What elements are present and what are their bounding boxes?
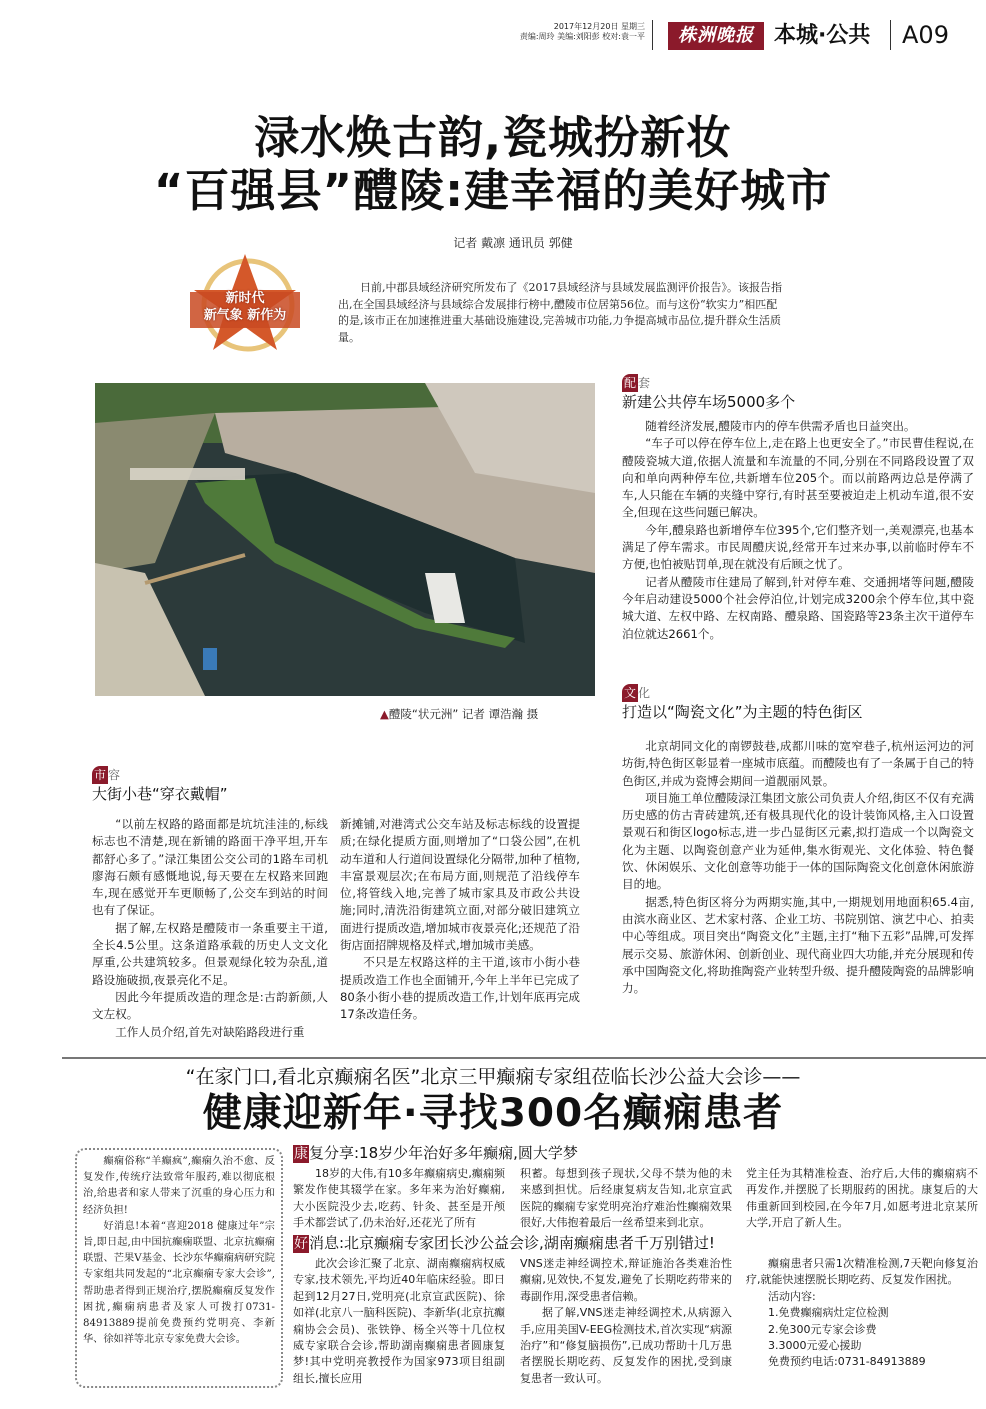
paragraph: 北京胡同文化的南锣鼓巷,成都川味的宽窄巷子,杭州运河边的河坊街,特色街区彰显着一座城市底蕴。而醴陵也有了一条属于自己的特色街区,并成为瓷博会期间一道靓丽风景。	[622, 739, 974, 788]
paragraph: 不只是左权路这样的主干道,该市小街小巷提质改造工作也全面铺开,今年上半年已完成了80条小街小巷的提质改造工作,计划年底再完成17条改造任务。	[340, 955, 580, 1022]
ad-story1-col1	[293, 1166, 505, 1232]
paragraph: 项目施工单位醴陵渌江集团文旅公司负责人介绍,街区不仅有充满历史感的仿古青砖建筑,还有极具现代化的设计装饰风格,主入口设置景观石和街区logo标志,进一步凸显街区元素,拟打造成一个以陶瓷文化为主题、以陶瓷创意产业为延伸,集水街观光、文化体验、特色餐饮、休闲娱乐、文化创意等功能于一体的国际陶瓷文化创意休闲旅游目的地。	[622, 790, 974, 892]
headline-line-2: “百强县”醴陵:建幸福的美好城市	[153, 164, 833, 217]
paragraph: 好消息!本着“喜迎2018 健康过年”宗旨,即日起,由中国抗癫痫联盟、北京抗癫痫联盟、芒果V基金、长沙东华癫痫病研究院专家组共同发起的“北京癫痫专家大会诊”,帮助患者得到正规治疗,摆脱癫痫反复发作困扰,癫痫病患者及家人可拨打0731-84913889提前免费预约党明亮、李新华、徐如祥等北京专家免费大会诊。	[83, 1220, 275, 1346]
phone-line: 免费预约电话:0731-84913889	[768, 1355, 926, 1369]
section-tag: 配	[624, 376, 637, 390]
paragraph: VNS迷走神经调控术,辩证施治各类难治性癫痫,见效快,不复发,避免了长期吃药带来的毒副作用,深受患者信赖。	[520, 1257, 732, 1303]
ad-story-title: 消息:北京癫痫专家团长沙公益会诊,湖南癫痫患者千万别错过!	[309, 1234, 715, 1252]
paragraph: “车子可以停在停车位上,走在路上也更安全了。”市民曹佳程说,在醴陵瓷城大道,依据人流量和车流量的不同,分别在不同路段设置了双向和单向两种停车位,共新增车位205个。而以前路两边总是停满了车,人只能在车辆的夹缝中穿行,有时甚至要被迫走上机动车道,很不安全,但现在这些问题已解决。	[622, 436, 974, 520]
ad-story-title: 复分享:18岁少年治好多年癫痫,圆大学梦	[309, 1144, 578, 1162]
paragraph: 工作人员介绍,首先对缺陷路段进行重	[115, 1024, 305, 1039]
ad-story2-header	[293, 1233, 983, 1253]
issue-date: 2017年12月20日 星期三	[553, 22, 645, 31]
ad-story2-col2	[520, 1256, 732, 1387]
headline-line-1: 渌水焕古韵,瓷城扮新妆	[253, 111, 733, 164]
newspaper-logo: 株洲晚报	[668, 22, 764, 50]
byline: 记者 戴凛 通讯员 郭健	[453, 236, 573, 250]
ad-tag: 康	[294, 1146, 308, 1162]
section-divider	[62, 1057, 986, 1059]
paragraph: 据了解,左权路是醴陵市一条重要主干道,全长4.5公里。这条道路承载的历史人文文化厚重,公共建筑较多。但景观绿化较为杂乱,道路设施破损,夜景亮化不足。	[92, 920, 328, 987]
section-parking-header	[622, 372, 972, 412]
ad-story2-col3	[746, 1256, 978, 1371]
section-tag-rest: 化	[638, 686, 651, 700]
paragraph: 此次会诊汇聚了北京、湖南癫痫病权威专家,技术领先,平均近40年临床经验。即日起到12月27日,党明亮(北京宣武医院)、徐如祥(北京八一脑科医院)、李新华(北京抗癫痫协会会员)、张铁铮、杨全兴等十几位权威专家联合会诊,帮助湖南癫痫患者圆康复梦!其中党明亮教授作为国家973项目组副组长,擅长应用	[293, 1257, 505, 1385]
badge-line-1: 新时代	[225, 291, 265, 306]
paragraph: 癫痫患者只需1次精准检测,7天靶向修复治疗,就能快速摆脱长期吃药、反复发作困扰。	[746, 1257, 978, 1287]
section-culture-body	[622, 738, 974, 997]
activity-item: 2.免300元专家会诊费	[768, 1322, 877, 1336]
ad-story1-header	[293, 1143, 983, 1163]
section-tag: 文	[624, 686, 637, 700]
section-tag-rest: 套	[638, 376, 651, 390]
section-city-col1	[92, 816, 328, 1041]
section-tag-rest: 容	[108, 768, 121, 782]
paragraph: “以前左权路的路面都是坑坑洼洼的,标线标志也不清楚,现在新铺的路面干净平坦,开车都舒心多了。”渌江集团公交公司的1路车司机廖海石颇有感慨地说,每天要在左权路来回跑车,现在感觉开车更顺畅了,公交车到站的时间也有了保证。	[92, 817, 328, 918]
caption-triangle-icon: ▲	[380, 707, 389, 721]
aerial-photo	[95, 383, 595, 696]
ad-tag: 好	[294, 1236, 308, 1252]
photo-caption	[380, 706, 538, 722]
section-tag: 市	[94, 768, 107, 782]
caption-text: 醴陵“状元洲” 记者 谭浩瀚 摄	[388, 707, 539, 721]
paragraph-continued: 新摊铺,对港湾式公交车站及标志标线的设置提质;在绿化提质方面,则增加了“口袋公园”,在机动车道和人行道间设置绿化分隔带,加种了植物,丰富景观层次;在布局方面,则规范了沿线停车位,将管线入地,完善了城市家具及市政公共设施;同时,清洗沿街建筑立面,对部分破旧建筑立面进行提质改造,增加城市夜景亮化;还规范了沿街店面招牌规格及样式,增加城市美感。	[340, 817, 580, 953]
ad-story1-col2	[520, 1166, 732, 1232]
section-title: 大街小巷“穿衣戴帽”	[92, 785, 228, 803]
section-title: 新建公共停车场5000多个	[622, 393, 796, 411]
paragraph: 记者从醴陵市住建局了解到,针对停车难、交通拥堵等问题,醴陵今年启动建设5000个社会停泊位,计划完成3200余个停车位,其中瓷城大道、左权中路、左权南路、醴泉路、国瓷路等23条主次干道停车泊位就达2661个。	[622, 574, 974, 641]
paragraph: 今年,醴泉路也新增停车位395个,它们整齐划一,美观漂亮,也基本满足了停车需求。市民周醴庆说,经常开车过来办事,以前临时停车不方便,也怕被贴罚单,现在就没有后顾之忧了。	[622, 522, 974, 572]
masthead-divider	[890, 20, 891, 50]
ad-story1-col3	[746, 1166, 978, 1232]
section-culture-header	[622, 682, 972, 722]
activity-label: 活动内容:	[768, 1289, 816, 1303]
ad-subtitle: “在家门口,看北京癫痫名医”北京三甲癫痫专家组莅临长沙公益大会诊——	[185, 1066, 801, 1088]
badge-line-2: 新气象 新作为	[203, 308, 287, 323]
paragraph: 18岁的大伟,有10多年癫痫病史,癫痫频繁发作使其辍学在家。多年来为治好癫痫,大小医院没少去,吃药、针灸、甚至是开颅手术都尝试了,仍未治好,还花光了所有	[293, 1167, 505, 1230]
paragraph: 随着经济发展,醴陵市内的停车供需矛盾也日益突出。	[645, 419, 916, 433]
masthead-meta	[505, 22, 645, 42]
paragraph: 因此今年提质改造的理念是:古韵新颜,人文左权。	[92, 989, 328, 1022]
intro-paragraph: 日前,中郡县域经济研究所发布了《2017县域经济与县域发展监测评价报告》。该报告指出,在全国县域经济与县域综合发展排行榜中,醴陵市位居第56位。而与这份“软实力”相匹配的是,该市正在加速推进重大基础设施建设,完善城市功能,力争提高城市品位,提升群众生活质量。	[338, 281, 782, 344]
ad-title: 健康迎新年·寻找300名癫痫患者	[202, 1091, 784, 1136]
section-title: 打造以“陶瓷文化”为主题的特色街区	[622, 703, 863, 721]
section-city-header	[92, 764, 392, 804]
masthead-divider	[652, 20, 653, 50]
section-parking-body	[622, 418, 974, 643]
badge-text	[190, 290, 300, 324]
paragraph: 积蓄。每想到孩子现状,父母不禁为他的未来感到担忧。后经康复病友告知,北京宣武医院的癫痫专家党明亮治疗难治性癫痫效果很好,大伟抱着最后一丝希望来到北京。	[520, 1167, 732, 1230]
ad-notice-box	[75, 1148, 283, 1388]
section-name: 本城·公共	[774, 23, 871, 48]
paragraph: 据了解,VNS迷走神经调控术,从病源入手,应用美国V-EEG检测技术,首次实现“病源治疗”和“修复脑损伤”,已成功帮助十几万患者摆脱长期吃药、反复发作的困扰,受到康复患者一致认可。	[520, 1306, 732, 1385]
activity-item: 1.免费癫痫病灶定位检测	[768, 1306, 889, 1320]
section-city-col2	[340, 816, 580, 1024]
editor-credits: 责编:周玲 美编:刘阳彭 校对:袁一平	[519, 32, 645, 41]
paragraph: 据悉,特色街区将分为两期实施,其中,一期规划用地面积65.4亩,由滨水商业区、艺术家村落、企业工坊、书院别馆、演艺中心、拍卖中心等组成。项目突出“陶瓷文化”主题,主打“釉下五彩”品牌,可发挥展示交易、旅游休闲、创新创业、现代商业四大功能,并充分展现和传承中国陶瓷文化,将助推陶瓷产业转型升级、提升醴陵陶瓷的品牌影响力。	[622, 894, 974, 996]
paragraph: 党主任为其精准检查、治疗后,大伟的癫痫病不再发作,并摆脱了长期服药的困扰。康复后的大伟重新回到校园,在今年7月,如愿考进北京某所大学,开启了新人生。	[746, 1167, 978, 1230]
ad-story2-col1	[293, 1256, 505, 1387]
paragraph: 癫痫俗称“羊癫疯”,癫痫久治不愈、反复发作,传统疗法致常年服药,难以彻底根治,给患者和家人带来了沉重的身心压力和经济负担!	[83, 1156, 275, 1216]
activity-item: 3.3000元爱心援助	[768, 1339, 862, 1353]
page-number: A09	[902, 21, 949, 49]
